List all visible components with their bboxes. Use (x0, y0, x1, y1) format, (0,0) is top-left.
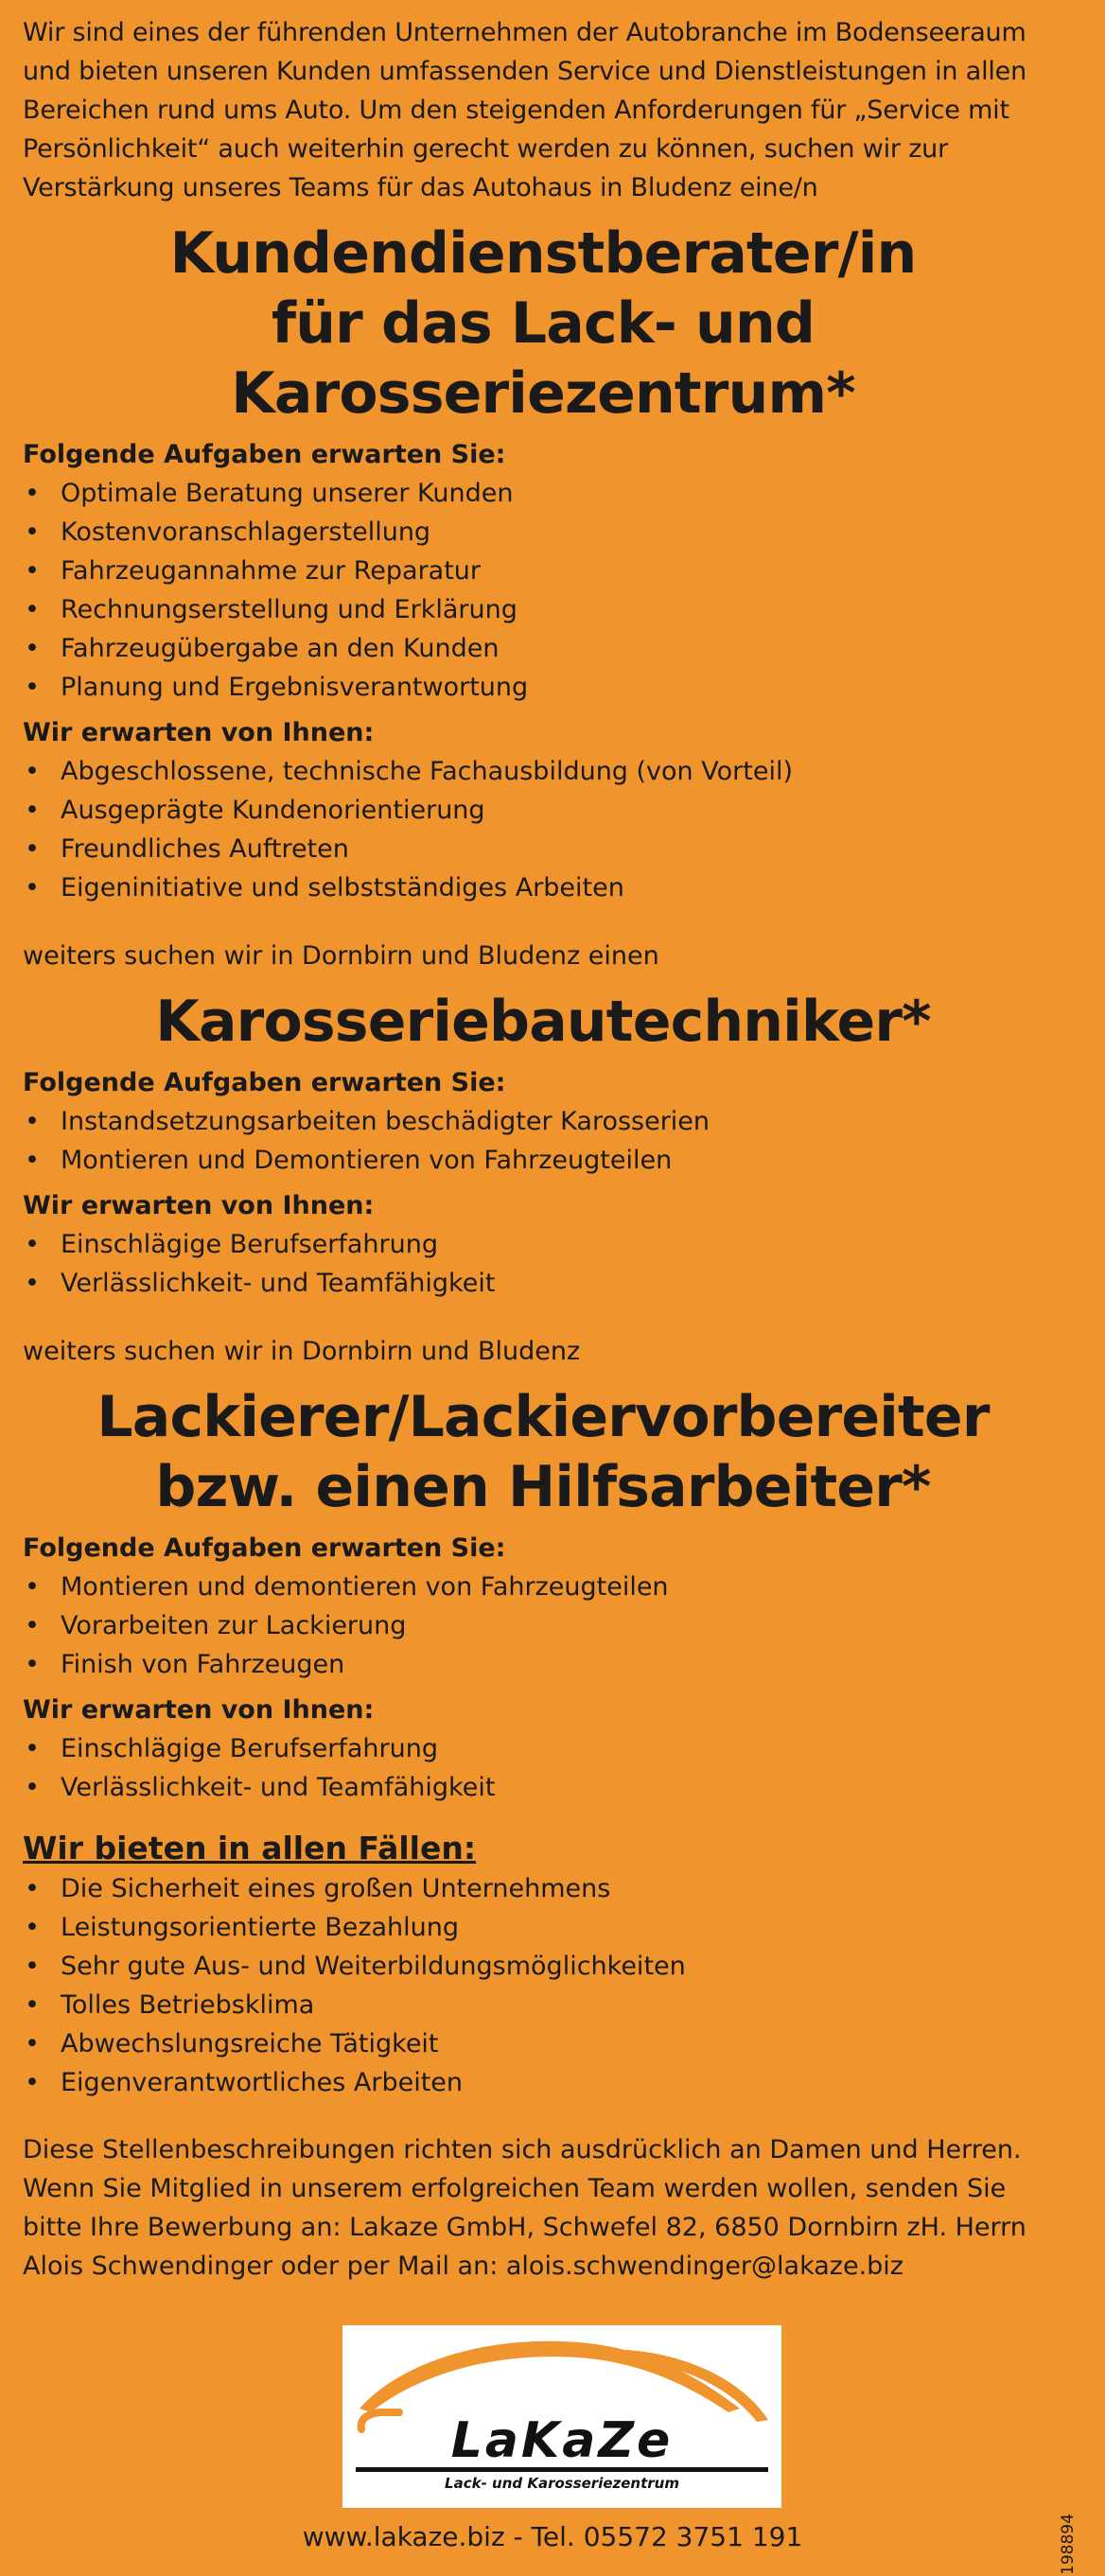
list-item (23, 1986, 1063, 2024)
job3-lead-in: weiters suchen wir in Dornbirn und Bludenz (23, 1337, 581, 1366)
job2-lead-in: weiters suchen wir in Dornbirn und Bludenz einen (23, 941, 659, 971)
list-item-text: Abgeschlossene, technische Fachausbildung (von Vorteil) (61, 757, 793, 786)
bullet-icon: • (25, 796, 40, 825)
job1-requirements-heading: Wir erwarten von Ihnen: (23, 718, 375, 747)
list-item (23, 474, 1063, 513)
bullet-icon: • (25, 673, 40, 702)
offer-list (23, 1869, 1063, 2102)
list-item-text: Einschlägige Berufserfahrung (61, 1734, 438, 1763)
job2-requirements-list (23, 1225, 1063, 1303)
bullet-icon: • (25, 1952, 40, 1981)
list-item-text: Einschlägige Berufserfahrung (61, 1230, 438, 1259)
list-item (23, 1225, 1063, 1264)
closing-paragraph: Diese Stellenbeschreibungen richten sich ausdrücklich an Damen und Herren. Wenn Sie Mitglied in unserem erfolgreichen Team werden wollen, senden Sie bitte Ihre Bewerbung an: Lakaze GmbH, Schwefel 82, 6850 Dornbirn zH. Herrn Alois Schwendinger oder per Mail an: alois.schwendinger@lakaze.biz (23, 2135, 1026, 2281)
bullet-icon: • (25, 1572, 40, 1602)
bullet-icon: • (25, 2029, 40, 2059)
list-item (23, 1768, 1063, 1807)
list-item (23, 552, 1063, 590)
bullet-icon: • (25, 517, 40, 547)
bullet-icon: • (25, 1269, 40, 1298)
bullet-icon: • (25, 634, 40, 663)
job2-title (23, 987, 1063, 1057)
list-item-text: Fahrzeugübergabe an den Kunden (61, 634, 500, 663)
job1-requirements-list (23, 752, 1063, 907)
list-item-text: Ausgeprägte Kundenorientierung (61, 796, 485, 825)
list-item-text: Verlässlichkeit- und Teamfähigkeit (61, 1773, 496, 1802)
list-item-text: Eigenverantwortliches Arbeiten (61, 2068, 463, 2097)
job1-title-line2: für das Lack- und Karosseriezentrum* (231, 290, 855, 427)
job2-requirements-heading: Wir erwarten von Ihnen: (23, 1191, 375, 1220)
bullet-icon: • (25, 757, 40, 786)
reference-code: 198894 (1059, 2514, 1078, 2575)
list-item-text: Verlässlichkeit- und Teamfähigkeit (61, 1269, 496, 1298)
job1-title-line1: Kundendienstberater/in (169, 220, 917, 287)
list-item-text: Sehr gute Aus- und Weiterbildungsmöglichkeiten (61, 1952, 686, 1981)
list-item (23, 830, 1063, 868)
company-logo (342, 2325, 781, 2508)
list-item (23, 2024, 1063, 2063)
list-item (23, 668, 1063, 707)
bullet-icon: • (25, 556, 40, 586)
list-item (23, 1645, 1063, 1684)
footer-contact: www.lakaze.biz - Tel. 05572 3751 191 (302, 2521, 803, 2552)
list-item (23, 2063, 1063, 2102)
list-item (23, 1606, 1063, 1645)
job1-title (23, 219, 1063, 429)
list-item-text: Leistungsorientierte Bezahlung (61, 1913, 460, 1942)
job3-title-line1: Lackierer/Lackiervorbereiter (96, 1384, 990, 1450)
list-item-text: Rechnungserstellung und Erklärung (61, 595, 517, 624)
job3-tasks-list (23, 1568, 1063, 1684)
bullet-icon: • (25, 1874, 40, 1903)
list-item-text: Finish von Fahrzeugen (61, 1650, 345, 1679)
list-item (23, 1568, 1063, 1606)
bullet-icon: • (25, 1230, 40, 1259)
job1-tasks-list (23, 474, 1063, 707)
bullet-icon: • (25, 1913, 40, 1942)
list-item-text: Instandsetzungsarbeiten beschädigter Karosserien (61, 1107, 710, 1136)
list-item (23, 590, 1063, 629)
bullet-icon: • (25, 1773, 40, 1802)
bullet-icon: • (25, 1650, 40, 1679)
list-item-text: Montieren und Demontieren von Fahrzeugteilen (61, 1146, 673, 1175)
bullet-icon: • (25, 834, 40, 864)
list-item (23, 1908, 1063, 1947)
intro-paragraph: Wir sind eines der führenden Unternehmen der Autobranche im Bodenseeraum und bieten unseren Kunden umfassenden Service und Dienstleistungen in allen Bereichen rund ums Auto. Um den steigenden Anforderungen für „Service mit Persönlichkeit“ auch weiterhin gerecht werden zu können, suchen wir zur Verstärkung unseres Teams für das Autohaus in Bludenz eine/n (23, 18, 1026, 202)
list-item (23, 1102, 1063, 1141)
bullet-icon: • (25, 873, 40, 902)
list-item (23, 1141, 1063, 1180)
bullet-icon: • (25, 595, 40, 624)
bullet-icon: • (25, 1611, 40, 1640)
list-item-text: Vorarbeiten zur Lackierung (61, 1611, 407, 1640)
offer-heading: Wir bieten in allen Fällen: (23, 1830, 477, 1866)
list-item-text: Optimale Beratung unserer Kunden (61, 479, 514, 508)
job3-tasks-heading: Folgende Aufgaben erwarten Sie: (23, 1533, 506, 1563)
ad-content (23, 13, 1063, 2286)
logo-wordmark: LaKaZe (450, 2412, 674, 2469)
list-item-text: Tolles Betriebsklima (61, 1990, 315, 2020)
list-item (23, 629, 1063, 668)
bullet-icon: • (25, 1734, 40, 1763)
list-item-text: Fahrzeugannahme zur Reparatur (61, 556, 482, 586)
job2-tasks-heading: Folgende Aufgaben erwarten Sie: (23, 1068, 506, 1097)
list-item-text: Abwechslungsreiche Tätigkeit (61, 2029, 439, 2059)
list-item (23, 513, 1063, 552)
list-item-text: Freundliches Auftreten (61, 834, 349, 864)
bullet-icon: • (25, 479, 40, 508)
list-item (23, 1264, 1063, 1303)
bullet-icon: • (25, 2068, 40, 2097)
job2-title-line: Karosseriebautechniker* (155, 989, 931, 1055)
list-item (23, 752, 1063, 791)
list-item-text: Montieren und demontieren von Fahrzeugteilen (61, 1572, 669, 1602)
list-item (23, 1729, 1063, 1768)
list-item (23, 791, 1063, 830)
list-item-text: Die Sicherheit eines großen Unternehmens (61, 1874, 611, 1903)
job1-tasks-heading: Folgende Aufgaben erwarten Sie: (23, 440, 506, 469)
list-item (23, 868, 1063, 907)
bullet-icon: • (25, 1107, 40, 1136)
list-item-text: Kostenvoranschlagerstellung (61, 517, 431, 547)
logo-subtitle: Lack- und Karosseriezentrum (445, 2475, 679, 2492)
bullet-icon: • (25, 1990, 40, 2020)
job2-tasks-list (23, 1102, 1063, 1180)
list-item-text: Planung und Ergebnisverantwortung (61, 673, 529, 702)
job3-title-line2: bzw. einen Hilfsarbeiter* (155, 1454, 931, 1520)
list-item (23, 1947, 1063, 1986)
job3-title (23, 1382, 1063, 1522)
job3-requirements-heading: Wir erwarten von Ihnen: (23, 1695, 375, 1725)
list-item-text: Eigeninitiative und selbstständiges Arbeiten (61, 873, 624, 902)
list-item (23, 1869, 1063, 1908)
bullet-icon: • (25, 1146, 40, 1175)
job3-requirements-list (23, 1729, 1063, 1807)
